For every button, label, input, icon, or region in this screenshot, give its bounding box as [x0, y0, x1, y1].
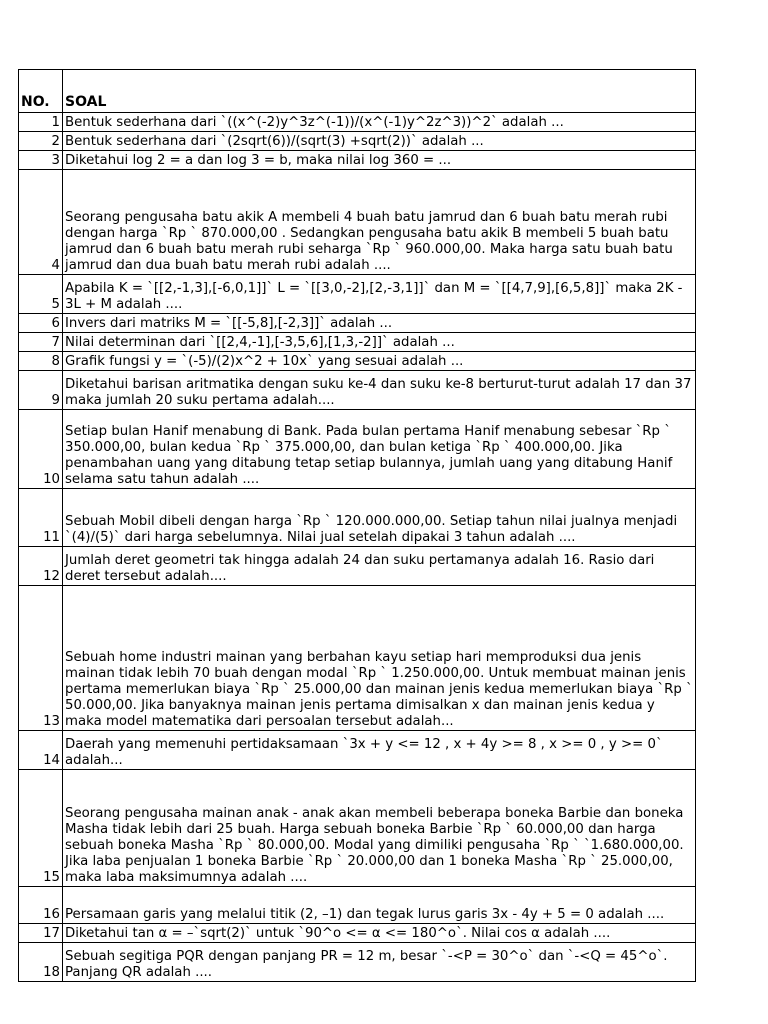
table-row: [19, 924, 696, 943]
question-text: Sebuah Mobil dibeli dengan harga `Rp ` 120.000.000,00. Setiap tahun nilai jualnya menjadi `(4)/(5)` dari harga sebelumnya. Nilai jual setelah dipakai 3 tahun adalah ....: [63, 489, 696, 547]
table-row: [19, 170, 696, 275]
row-number: 16: [19, 887, 63, 924]
table-row: [19, 943, 696, 982]
question-text: Diketahui log 2 = a dan log 3 = b, maka nilai log 360 = ...: [63, 151, 696, 170]
row-number: 9: [19, 371, 63, 410]
question-text: Invers dari matriks M = `[[-5,8],[-2,3]]` adalah ...: [63, 314, 696, 333]
row-number: 10: [19, 410, 63, 489]
question-text: Apabila K = `[[2,-1,3],[-6,0,1]]` L = `[[3,0,-2],[2,-3,1]]` dan M = `[[4,7,9],[6,5,8]]` maka 2K - 3L + M adalah ....: [63, 275, 696, 314]
table-row: [19, 333, 696, 352]
table-row: [19, 132, 696, 151]
question-text: Sebuah home industri mainan yang berbahan kayu setiap hari memproduksi dua jenis mainan tidak lebih 70 buah dengan modal `Rp ` 1.250.000,00. Untuk membuat mainan jenis pertama memerlukan biaya `Rp ` 25.000,00 dan mainan jenis kedua memerlukan biaya `Rp ` 50.000,00. Jika banyaknya mainan jenis pertama dimisalkan x dan mainan jenis kedua y maka model matematika dari persoalan tersebut adalah...: [63, 586, 696, 731]
question-text: Setiap bulan Hanif menabung di Bank. Pada bulan pertama Hanif menabung sebesar `Rp ` 350.000,00, bulan kedua `Rp ` 375.000,00, dan bulan ketiga `Rp ` 400.000,00. Jika penambahan uang yang ditabung tetap setiap bulannya, jumlah uang yang ditabung Hanif selama satu tahun adalah ....: [63, 410, 696, 489]
table-row: [19, 410, 696, 489]
table-row: [19, 586, 696, 731]
question-text: Bentuk sederhana dari `(2sqrt(6))/(sqrt(3) +sqrt(2))` adalah ...: [63, 132, 696, 151]
question-text: Diketahui tan α = –`sqrt(2)` untuk `90^o <= α <= 180^o`. Nilai cos α adalah ....: [63, 924, 696, 943]
question-text: Jumlah deret geometri tak hingga adalah 24 dan suku pertamanya adalah 16. Rasio dari deret tersebut adalah....: [63, 547, 696, 586]
question-text: Daerah yang memenuhi pertidaksamaan `3x + y <= 12 , x + 4y >= 8 , x >= 0 , y >= 0` adalah...: [63, 731, 696, 770]
row-number: 15: [19, 770, 63, 887]
table-row: [19, 770, 696, 887]
row-number: 18: [19, 943, 63, 982]
row-number: 5: [19, 275, 63, 314]
table-row: [19, 113, 696, 132]
question-text: Grafik fungsi y = `(-5)/(2)x^2 + 10x` yang sesuai adalah ...: [63, 352, 696, 371]
header-row: [19, 70, 696, 113]
header-soal: SOAL: [63, 70, 696, 113]
row-number: 12: [19, 547, 63, 586]
header-no: NO.: [19, 70, 63, 113]
question-text: Seorang pengusaha mainan anak - anak akan membeli beberapa boneka Barbie dan boneka Masha tidak lebih dari 25 buah. Harga sebuah boneka Barbie `Rp ` 60.000,00 dan harga sebuah boneka Masha `Rp ` 80.000,00. Modal yang dimiliki pengusaha `Rp ` `1.680.000,00. Jika laba penjualan 1 boneka Barbie `Rp ` 20.000,00 dan 1 boneka Masha `Rp ` 25.000,00, maka laba maksimumnya adalah ....: [63, 770, 696, 887]
table-row: [19, 371, 696, 410]
question-text: Bentuk sederhana dari `((x^(-2)y^3z^(-1))/(x^(-1)y^2z^3))^2` adalah ...: [63, 113, 696, 132]
row-number: 4: [19, 170, 63, 275]
question-text: Nilai determinan dari `[[2,4,-1],[-3,5,6],[1,3,-2]]` adalah ...: [63, 333, 696, 352]
row-number: 14: [19, 731, 63, 770]
question-text: Diketahui barisan aritmatika dengan suku ke-4 dan suku ke-8 berturut-turut adalah 17 dan 37 maka jumlah 20 suku pertama adalah....: [63, 371, 696, 410]
table-row: [19, 887, 696, 924]
row-number: 11: [19, 489, 63, 547]
row-number: 3: [19, 151, 63, 170]
question-text: Seorang pengusaha batu akik A membeli 4 buah batu jamrud dan 6 buah batu merah rubi dengan harga `Rp ` 870.000,00 . Sedangkan pengusaha batu akik B membeli 5 buah batu jamrud dan 6 buah batu merah rubi seharga `Rp ` 960.000,00. Maka harga satu buah batu jamrud dan dua buah batu merah rubi adalah ....: [63, 170, 696, 275]
row-number: 13: [19, 586, 63, 731]
question-table: [18, 69, 696, 982]
table-row: [19, 547, 696, 586]
row-number: 8: [19, 352, 63, 371]
row-number: 7: [19, 333, 63, 352]
table-row: [19, 314, 696, 333]
question-text: Sebuah segitiga PQR dengan panjang PR = 12 m, besar `-<P = 30^o` dan `-<Q = 45^o`. Panjang QR adalah ....: [63, 943, 696, 982]
table-row: [19, 352, 696, 371]
row-number: 17: [19, 924, 63, 943]
table-row: [19, 731, 696, 770]
question-text: Persamaan garis yang melalui titik (2, –1) dan tegak lurus garis 3x - 4y + 5 = 0 adalah ....: [63, 887, 696, 924]
table-row: [19, 275, 696, 314]
table-row: [19, 151, 696, 170]
question-sheet: [18, 69, 696, 982]
row-number: 1: [19, 113, 63, 132]
table-row: [19, 489, 696, 547]
row-number: 6: [19, 314, 63, 333]
row-number: 2: [19, 132, 63, 151]
